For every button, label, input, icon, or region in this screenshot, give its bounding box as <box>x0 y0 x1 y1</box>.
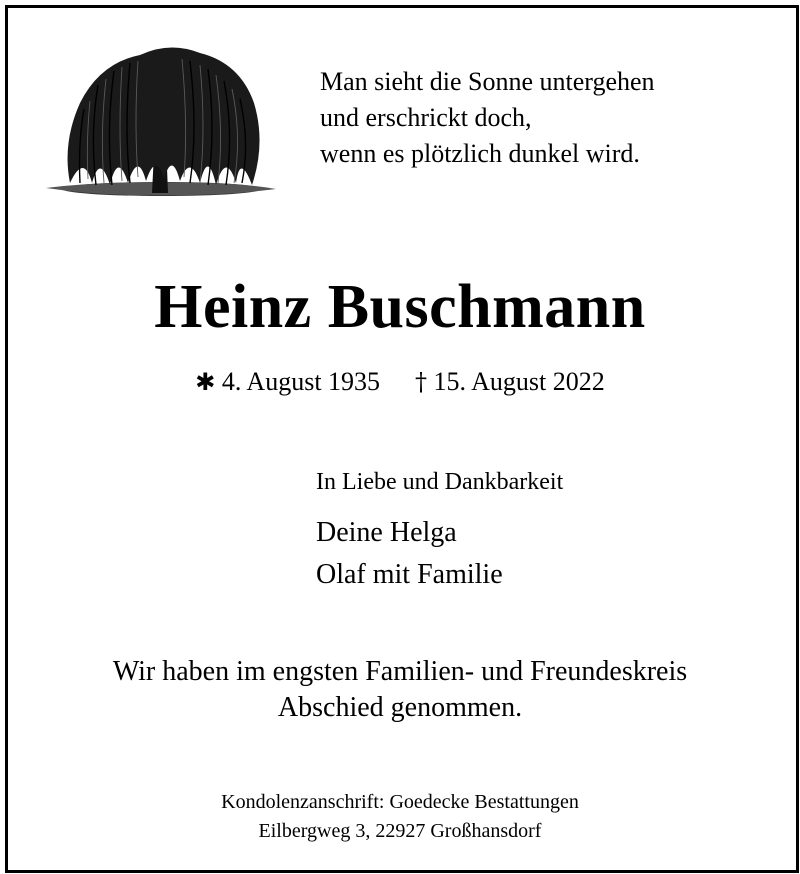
farewell-line: Abschied genommen. <box>277 692 523 723</box>
dedication-text: In Liebe und Dankbarkeit <box>316 469 564 495</box>
birth-star-icon: ✱ <box>195 368 216 396</box>
birth-date: 4. August 1935 <box>221 367 381 396</box>
farewell-line: Wir haben im engsten Familien- und Freundeskreis <box>112 656 688 687</box>
signer: Olaf mit Familie <box>316 559 503 590</box>
life-dates <box>0 366 800 398</box>
signers <box>316 512 503 596</box>
motto-line: wenn es plötzlich dunkel wird. <box>320 139 640 168</box>
condolence-line: Kondolenzanschrift: Goedecke Bestattungen <box>221 791 579 813</box>
death-cross-icon: † <box>415 368 428 396</box>
signer: Deine Helga <box>316 517 457 548</box>
weeping-willow-icon <box>40 33 280 203</box>
condolence-address <box>0 788 800 846</box>
deceased-name: Heinz Buschmann <box>154 273 646 341</box>
farewell-text <box>0 654 800 726</box>
death-date: 15. August 2022 <box>433 367 605 396</box>
motto-line: Man sieht die Sonne untergehen <box>320 67 655 96</box>
condolence-line: Eilbergweg 3, 22927 Großhansdorf <box>258 820 542 842</box>
motto-line: und erschrickt doch, <box>320 103 532 132</box>
motto-verse <box>320 64 655 172</box>
